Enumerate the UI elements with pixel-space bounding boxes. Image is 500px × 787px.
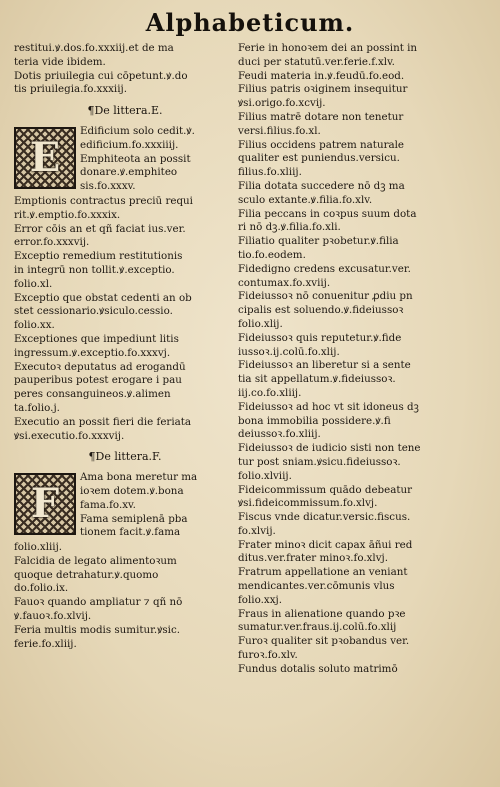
index-line: folio.xlviij. [238, 469, 292, 482]
index-line: Exceptiones que impediunt litis [14, 332, 179, 345]
index-line: Filia dotata succedere nō dꝫ ma [238, 179, 405, 192]
index-line: Executoꝛ deputatus ad erogandū [14, 360, 186, 373]
index-line: Executio an possit fieri die feriata [14, 415, 192, 428]
index-line: Falcidia de legato alimentoꝛum [14, 554, 177, 567]
drop-cap-entries-e [80, 125, 236, 194]
section-heading-f: ¶De littera.F. [88, 449, 162, 463]
index-line: Fideicommissum quādo debeatur [238, 483, 413, 496]
index-line: duci per statutū.ver.ferie.f.xlv. [238, 55, 395, 68]
index-line: Dotis priuilegia cui cōpetunt.ꝟ.do [14, 69, 188, 82]
index-line: ꝟsi.executio.fo.xxxvij. [14, 429, 125, 442]
index-line: folio.xl. [14, 277, 53, 290]
drop-cap-block-e [14, 125, 236, 194]
index-line: quoque detrahatur.ꝟ.quomo [14, 568, 159, 581]
index-line: tio.fo.eodem. [238, 248, 306, 261]
index-line: Fauoꝛ quando ampliatur ⁊ qñ nō [14, 596, 183, 609]
index-line: ꝟsi.origo.fo.xcvij. [238, 97, 326, 110]
index-line: Edificium solo cedit.ꝟ. [80, 124, 195, 137]
index-line: Fideiussoꝛ de iudicio sisti non tene [238, 442, 421, 455]
index-line: fo.xlvij. [238, 524, 276, 537]
index-line: Emptionis contractus preciū requi [14, 194, 193, 207]
index-line: ꝟ.fauoꝛ.fo.xlvij. [14, 610, 92, 623]
index-line: furoꝛ.fo.xlv. [238, 649, 298, 662]
section-heading-e: ¶De littera.E. [87, 103, 163, 117]
index-line: ferie.fo.xliij. [14, 637, 77, 650]
index-line: Fraus in alienatione quando pꝛe [238, 607, 406, 620]
index-line: edificium.fo.xxxiiij. [80, 138, 179, 151]
index-line: iij.co.fo.xliij. [238, 386, 302, 399]
entries-f [14, 541, 236, 650]
index-line: iussoꝛ.ij.colū.fo.xlij. [238, 345, 340, 358]
index-line: Filius matrē dotare non tenetur [238, 110, 404, 123]
index-line: deiussoꝛ.fo.xliij. [238, 428, 321, 441]
index-line: tur post sniam.ꝟsicu.fideiussoꝛ. [238, 455, 401, 468]
index-line: bona immobilia possidere.ꝟ.fi [238, 414, 391, 427]
index-line: folio.xlij. [238, 317, 283, 330]
entries-e [14, 195, 236, 442]
index-line: folio.xliij. [14, 541, 63, 554]
index-line: sculo extante.ꝟ.filia.fo.xlv. [238, 193, 373, 206]
index-line: ioꝛem dotem.ꝟ.bona [80, 484, 184, 497]
index-line: Feria multis modis sumitur.ꝟsic. [14, 623, 180, 636]
index-line: Fratrum appellatione an veniant [238, 566, 408, 579]
index-line: filius.fo.xliij. [238, 166, 302, 179]
index-line: tia sit appellatum.ꝟ.fideiussoꝛ. [238, 373, 396, 386]
index-line: Ferie in honoꝛem dei an possint in [238, 42, 418, 54]
index-line: do.folio.ix. [14, 582, 69, 595]
index-line: ꝟsi.fideicommissum.fo.xlvj. [238, 497, 378, 510]
index-line: sis.fo.xxxv. [80, 180, 136, 193]
index-line: cipalis est soluendo.ꝟ.fideiussoꝛ [238, 304, 404, 317]
index-line: versi.filius.fo.xl. [238, 124, 321, 137]
index-line: pauperibus potest erogare i pau [14, 374, 182, 387]
index-line: teria vide ibidem. [14, 55, 106, 68]
left-column [14, 42, 236, 651]
index-line: fama.fo.xv. [80, 498, 136, 511]
index-line: Filius patris oꝛiginem insequitur [238, 83, 408, 96]
index-line: ta.folio.j. [14, 401, 60, 414]
index-line: Fidedigno credens excusatur.ver. [238, 262, 411, 275]
index-line: tionem facit.ꝟ.fama [80, 526, 181, 539]
index-line: Exceptio remedium restitutionis [14, 250, 183, 263]
index-line: Fideiussoꝛ an liberetur si a sente [238, 359, 411, 372]
index-line: qualiter est puniendus.versicu. [238, 152, 400, 165]
index-line: Filia peccans in coꝛpus suum dota [238, 207, 417, 220]
index-line: peres consanguineos.ꝟ.alimen [14, 388, 171, 401]
index-line: Frater minoꝛ dicit capax āñui red [238, 538, 413, 551]
decorated-initial-e: E [14, 127, 76, 189]
index-line: Fideiussoꝛ quis reputetur.ꝟ.fide [238, 331, 402, 344]
index-line: Fundus dotalis soluto matrimō [238, 662, 398, 675]
index-line: contumax.fo.xviij. [238, 276, 331, 289]
index-line: Ama bona meretur ma [80, 471, 198, 484]
index-line: Error cōis an et qñ faciat ius.ver. [14, 222, 186, 235]
right-column [238, 42, 486, 677]
index-line: Fideiussoꝛ nō conuenitur ꝓdiu pn [238, 290, 413, 303]
decorated-initial-f: F [14, 473, 76, 535]
page-header: Alphabeticum. [145, 8, 355, 37]
index-line: Emphiteota an possit [80, 152, 191, 165]
index-line: Feudi materia in.ꝟ.feudū.fo.eod. [238, 69, 405, 82]
index-line: Filius occidens patrem naturale [238, 138, 405, 151]
drop-cap-block-f [14, 471, 236, 540]
index-line: folio.xxj. [238, 593, 282, 606]
index-line: Fiscus vnde dicatur.versic.fiscus. [238, 511, 411, 524]
index-line: Filiatio qualiter pꝛobetur.ꝟ.filia [238, 235, 399, 248]
index-line: Fama semiplenā pba [80, 512, 188, 525]
index-line: stet cessionario.ꝟsiculo.cessio. [14, 305, 173, 318]
drop-cap-entries-f [80, 471, 236, 540]
index-line: donare.ꝟ.emphiteo [80, 166, 178, 179]
index-line: folio.xx. [14, 319, 55, 332]
index-line: Fideiussoꝛ ad hoc vt sit idoneus dꝫ [238, 400, 419, 413]
right-entries [238, 42, 486, 675]
index-line: sumatur.ver.fraus.ij.colū.fo.xlij [238, 621, 397, 634]
index-line: error.fo.xxxvij. [14, 236, 90, 249]
index-line: Furoꝛ qualiter sit pꝛobandus ver. [238, 635, 410, 648]
index-line: mendicantes.ver.cōmunis vlus [238, 580, 395, 593]
index-line: ingressum.ꝟ.exceptio.fo.xxxvj. [14, 346, 171, 359]
index-line: Exceptio que obstat cedenti an ob [14, 291, 192, 304]
left-top-entries [14, 42, 236, 96]
index-line: ri nō dꝫ.ꝟ.filia.fo.xli. [238, 221, 341, 234]
index-line: restitui.ꝟ.dos.fo.xxxiij.et de ma [14, 42, 174, 54]
index-line: in integrū non tollit.ꝟ.exceptio. [14, 263, 175, 276]
index-line: rit.ꝟ.emptio.fo.xxxix. [14, 208, 121, 221]
index-line: tis priuilegia.fo.xxxiij. [14, 83, 127, 96]
index-line: ditus.ver.frater minoꝛ.fo.xlvj. [238, 552, 389, 565]
